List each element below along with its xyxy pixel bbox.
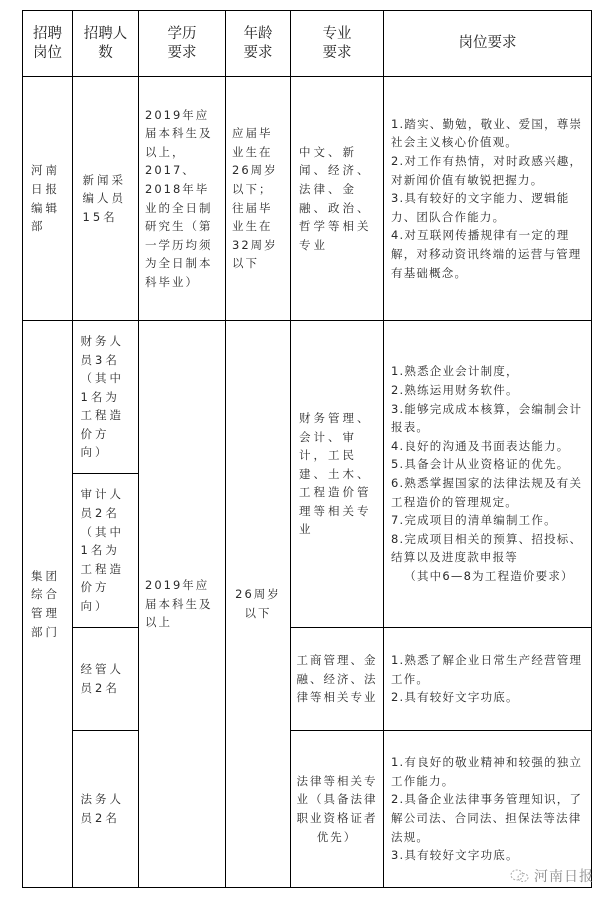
watermark-text: 河南日报 [534, 869, 594, 885]
header-major [291, 11, 384, 77]
recruitment-table [22, 10, 592, 888]
wechat-icon [510, 869, 530, 883]
requirement-item: 6.熟悉掌握国家的法律法规及有关工程造价的管理规定。 [391, 476, 583, 509]
requirements-cell [384, 77, 592, 321]
header-age [226, 11, 291, 77]
header-label: 岗位要求 [458, 35, 517, 51]
table-row [23, 77, 592, 321]
header-requirements [384, 11, 592, 77]
requirement-item: 1.踏实、勤勉，敬业、爱国，尊崇社会主义核心价值观。 [391, 116, 583, 150]
department-cell [23, 321, 73, 888]
requirement-item: 2.具备企业法律事务管理知识，了解公司法、合同法、担保法等法律法规。 [391, 792, 583, 844]
major-text: 中文、新闻、经济、法律、金融、政治、哲学等相关专业 [299, 144, 372, 252]
requirement-item: 2.具有较好文字功底。 [391, 690, 519, 705]
table-row [23, 628, 592, 731]
header-count [73, 11, 139, 77]
age-cell [226, 77, 291, 321]
count-cell [73, 321, 139, 474]
requirement-item: 2.熟练运用财务软件。 [391, 383, 519, 398]
requirement-item: 1.熟悉了解企业日常生产经营管理工作。 [391, 653, 583, 686]
department-name: 集团综合管理部门 [31, 568, 60, 639]
education-text: 2019年应届本科生及以上 [145, 578, 213, 630]
education-text: 2019年应届本科生及以上，2017、2018年毕业的全日制研究生（第一学历均须为全日制本科毕业） [145, 107, 213, 289]
education-cell [139, 321, 226, 888]
count-cell [73, 731, 139, 888]
requirement-item: 3.能够完成成本核算，会编制会计报表。 [391, 401, 583, 435]
major-cell [291, 628, 384, 731]
table-row [23, 731, 592, 888]
major-cell [291, 321, 384, 628]
major-text: 法律等相关专业（具备法律职业资格证者优先） [296, 773, 378, 844]
requirement-item: 3.具有较好的文字能力、逻辑能力、团队合作能力。 [391, 191, 570, 224]
requirement-note: （其中6—8为工程造价要求） [404, 568, 574, 583]
education-cell [139, 77, 226, 321]
count-text: 财务人员3名（其中1名为工程造价方向） [80, 333, 124, 460]
major-cell [291, 731, 384, 888]
count-text: 法务人员2名 [80, 792, 124, 825]
age-text: 应届毕业生在26周岁以下；往届毕业生在32周岁以下 [232, 126, 278, 271]
header-label: 招聘 岗位 [33, 25, 62, 61]
major-text: 财务管理、会计、审计，工民建、土木、工程造价管理等相关专业 [299, 410, 372, 537]
requirement-item: 3.具有较好文字功底。 [391, 848, 519, 863]
header-label: 年龄 要求 [243, 25, 273, 61]
department-cell [23, 77, 73, 321]
requirement-item: 1.熟悉企业会计制度， [391, 364, 519, 379]
header-label: 学历 要求 [167, 25, 197, 61]
count-cell [73, 474, 139, 628]
age-text: 26周岁以下 [235, 587, 281, 620]
department-name: 河南日报编辑部 [31, 163, 60, 234]
count-cell [73, 628, 139, 731]
major-cell [291, 77, 384, 321]
requirement-item: 5.具备会计从业资格证的优先。 [391, 457, 570, 472]
requirements-cell [384, 731, 592, 888]
table-row [23, 321, 592, 474]
header-position [23, 11, 73, 77]
requirement-item: 8.完成项目相关的预算、招投标、结算以及进度款申报等 [391, 531, 583, 565]
requirement-item: 4.对互联网传播规律有一定的理解，对移动资讯终端的运营与管理有基础概念。 [391, 228, 582, 280]
header-label: 招聘人 数 [83, 25, 128, 61]
requirements-cell [384, 321, 592, 628]
count-text: 经管人员2名 [80, 662, 124, 695]
watermark [510, 866, 594, 886]
requirement-item: 7.完成项目的清单编制工作。 [391, 513, 557, 528]
header-row [23, 11, 592, 77]
count-text: 新闻采编人员15名 [82, 172, 126, 224]
age-cell [226, 321, 291, 888]
requirement-item: 2.对工作有热情，对时政感兴趣，对新闻价值有敏锐把握力。 [391, 154, 583, 187]
header-education [139, 11, 226, 77]
requirement-item: 1.有良好的敬业精神和较强的独立工作能力。 [391, 755, 583, 788]
requirement-item: 4.良好的沟通及书面表达能力。 [391, 438, 570, 453]
count-text: 审计人员2名（其中1名为工程造价方向） [80, 487, 124, 613]
count-cell [73, 77, 139, 321]
header-label: 专业 要求 [322, 25, 352, 61]
major-text: 工商管理、金融、经济、法律等相关专业 [296, 653, 378, 705]
requirements-cell [384, 628, 592, 731]
